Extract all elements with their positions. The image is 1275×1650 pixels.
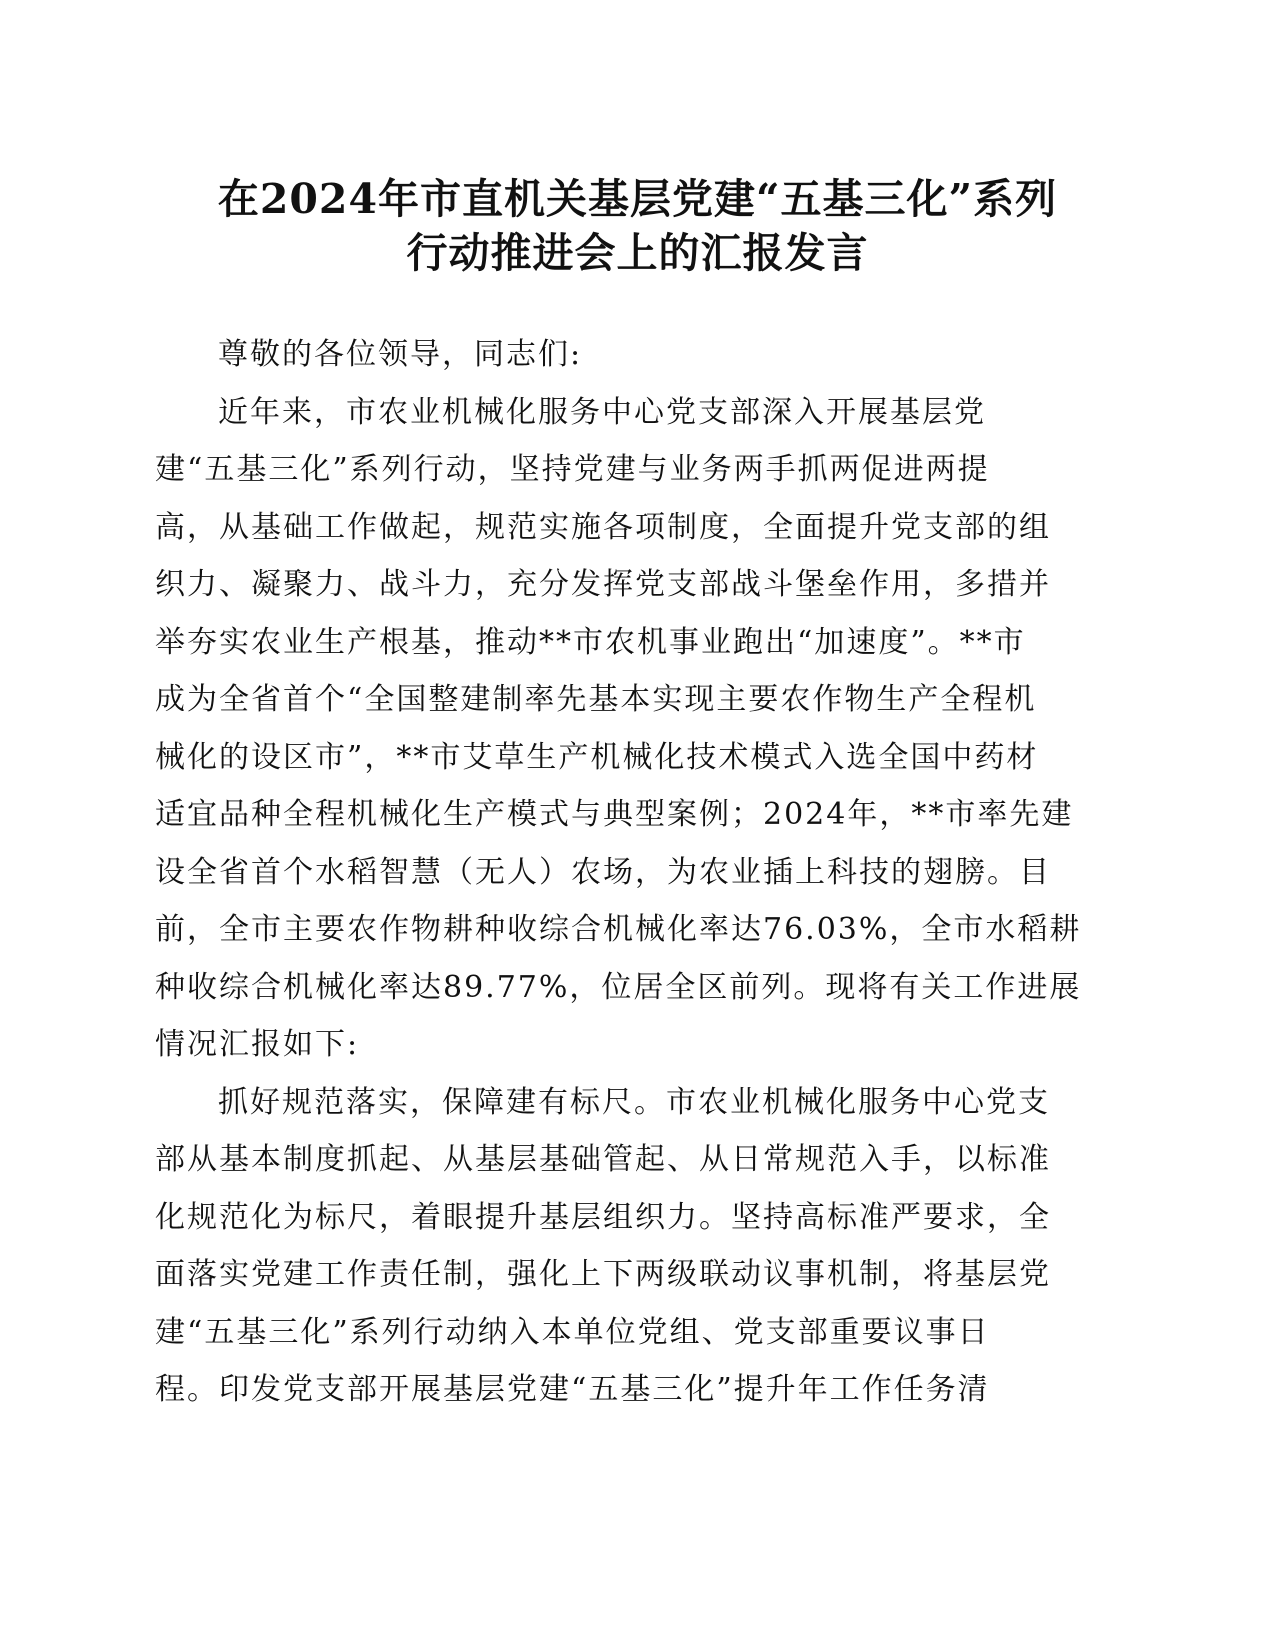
paragraph-line: 面落实党建工作责任制，强化上下两级联动议事机制，将基层党 — [155, 1257, 1051, 1292]
paragraph-line: 抓好规范落实，保障建有标尺。市农业机械化服务中心党支 — [218, 1084, 1050, 1120]
paragraph-line: 种收综合机械化率达89.77%，位居全区前列。现将有关工作进展 — [155, 969, 1082, 1005]
salutation-line: 尊敬的各位领导，同志们: — [218, 337, 583, 372]
paragraph-line: 建“五基三化”系列行动纳入本单位党组、党支部重要议事日 — [155, 1314, 990, 1350]
title-line-2: 行动推进会上的汇报发言 — [406, 229, 869, 277]
paragraph-line: 适宜品种全程机械化生产模式与典型案例；2024年，**市率先建 — [155, 797, 1074, 832]
paragraph-line: 高，从基础工作做起，规范实施各项制度，全面提升党支部的组 — [155, 509, 1051, 545]
paragraph-line: 建“五基三化”系列行动，坚持党建与业务两手抓两促进两提 — [155, 452, 990, 487]
paragraph-line: 情况汇报如下: — [155, 1027, 360, 1062]
paragraph-line: 部从基本制度抓起、从基层基础管起、从日常规范入手，以标准 — [155, 1142, 1051, 1177]
paragraph-line: 程。印发党支部开展基层党建“五基三化”提升年工作任务清 — [155, 1372, 990, 1407]
paragraph-line: 设全省首个水稻智慧（无人）农场，为农业插上科技的翅膀。目 — [155, 854, 1051, 890]
paragraph-line: 举夯实农业生产根基，推动**市农机事业跑出“加速度”。**市 — [155, 624, 1026, 660]
title-line-1: 在2024年市直机关基层党建“五基三化”系列 — [217, 175, 1058, 223]
paragraph-line: 化规范化为标尺，着眼提升基层组织力。坚持高标准严要求，全 — [155, 1199, 1051, 1235]
paragraph-line: 械化的设区市”，**市艾草生产机械化技术模式入选全国中药材 — [155, 739, 1039, 775]
paragraph-line: 近年来，市农业机械化服务中心党支部深入开展基层党 — [218, 394, 986, 430]
paragraph-line: 前，全市主要农作物耕种收综合机械化率达76.03%，全市水稻耕 — [155, 912, 1082, 947]
document-title — [120, 172, 1155, 280]
document-body — [155, 326, 1095, 1419]
paragraph-line: 成为全省首个“全国整建制率先基本实现主要农作物生产全程机 — [155, 682, 1037, 717]
paragraph-line: 织力、凝聚力、战斗力，充分发挥党支部战斗堡垒作用，多措并 — [155, 567, 1051, 602]
